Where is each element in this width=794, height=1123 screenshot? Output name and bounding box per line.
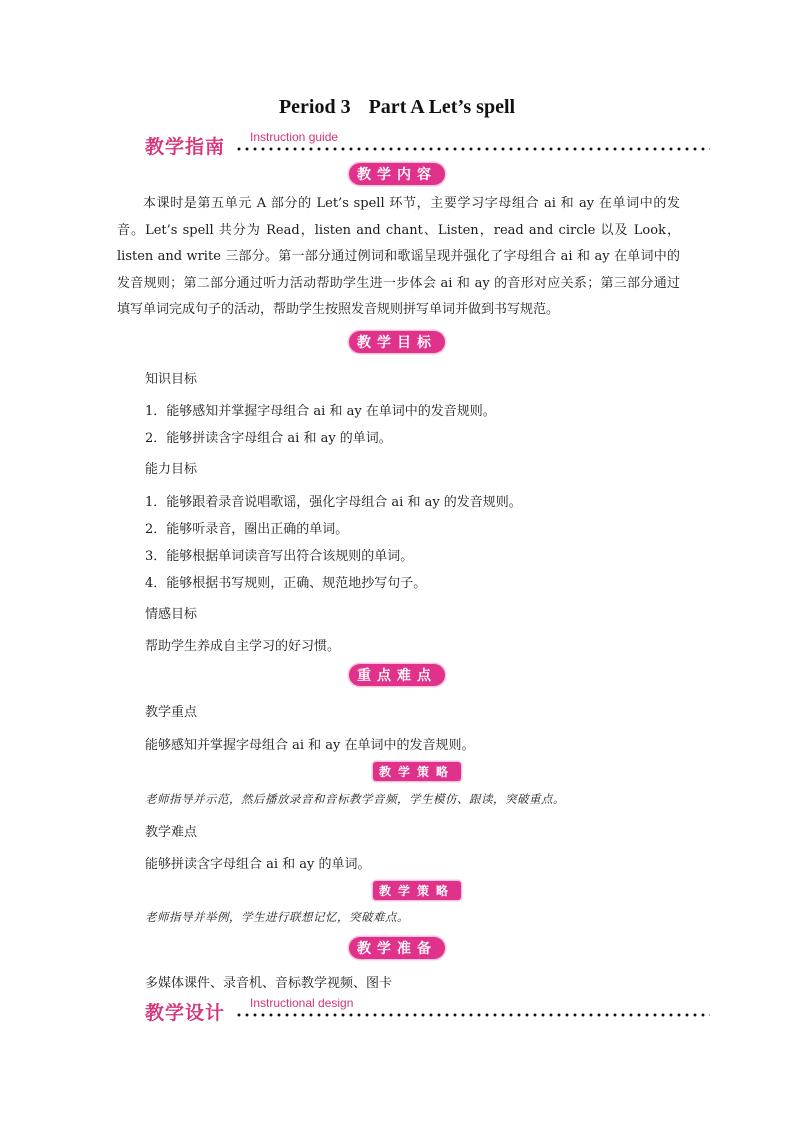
- difficulty-text: 能够拼读含字母组合 ai 和 ay 的单词。: [145, 857, 371, 872]
- difficulty-heading: 教学难点: [145, 825, 198, 840]
- dotted-rule: [235, 147, 710, 151]
- ability-item-4: 4．能够根据书写规则，正确、规范地抄写句子。: [145, 576, 427, 591]
- instruction-guide-en: Instruction guide: [250, 130, 339, 144]
- strategy-badge-1: 教学策略: [0, 761, 794, 781]
- focus-text: 能够感知并掌握字母组合 ai 和 ay 在单词中的发音规则。: [145, 738, 475, 753]
- strategy-text-1: 老师指导并示范，然后播放录音和音标教学音频，学生模仿、跟读，突破重点。: [145, 792, 565, 806]
- knowledge-item-1: 1．能够感知并掌握字母组合 ai 和 ay 在单词中的发音规则。: [145, 404, 496, 419]
- content-badge: 教学内容: [0, 163, 794, 185]
- knowledge-item-2: 2．能够拼读含字母组合 ai 和 ay 的单词。: [145, 431, 392, 446]
- preparation-text: 多媒体课件、录音机、音标教学视频、图卡: [145, 976, 393, 991]
- content-paragraph: 本课时是第五单元 A 部分的 Let’s spell 环节，主要学习字母组合 ai 和 ay 在单词中的发音。Let’s spell 共分为 Read，listen and chant、Listen，read and circle 以及 Look，listen and write 三部分。第一部分通过例词和歌谣呈现并强化了字母组合 ai 和 ay 在单词中的发音规则；第二部分通过听力活动帮助学生进一步体会 ai 和 ay 的音形对应关系；第三部分通过填写单词完成句子的活动，帮助学生按照发音规则拼写单词并做到书写规范。: [117, 196, 680, 317]
- focus-heading: 教学重点: [145, 705, 198, 720]
- instruction-guide-cn: 教学指南: [145, 136, 226, 158]
- page-title: [0, 96, 794, 119]
- strategy-text-2: 老师指导并举例，学生进行联想记忆，突破难点。: [145, 910, 409, 924]
- instructional-design-cn: 教学设计: [145, 1002, 226, 1024]
- ability-item-1: 1．能够跟着录音说唱歌谣，强化字母组合 ai 和 ay 的发音规则。: [145, 495, 522, 510]
- instructional-design-header: [145, 998, 710, 1024]
- goals-badge: 教学目标: [0, 331, 794, 353]
- knowledge-heading: 知识目标: [145, 372, 198, 387]
- ability-heading: 能力目标: [145, 462, 198, 477]
- instruction-guide-header: [145, 132, 710, 158]
- preparation-badge: 教学准备: [0, 937, 794, 959]
- dotted-rule: [235, 1013, 710, 1017]
- title-period: Period 3: [278, 96, 351, 118]
- title-part: Part A Let’s spell: [368, 96, 516, 118]
- ability-item-3: 3．能够根据单词读音写出符合该规则的单词。: [145, 549, 414, 564]
- instructional-design-en: Instructional design: [250, 996, 354, 1010]
- emotion-text: 帮助学生养成自主学习的好习惯。: [145, 639, 341, 654]
- emotion-heading: 情感目标: [145, 607, 198, 622]
- strategy-badge-2: 教学策略: [0, 880, 794, 900]
- keypoints-badge: 重点难点: [0, 664, 794, 686]
- ability-item-2: 2．能够听录音，圈出正确的单词。: [145, 522, 349, 537]
